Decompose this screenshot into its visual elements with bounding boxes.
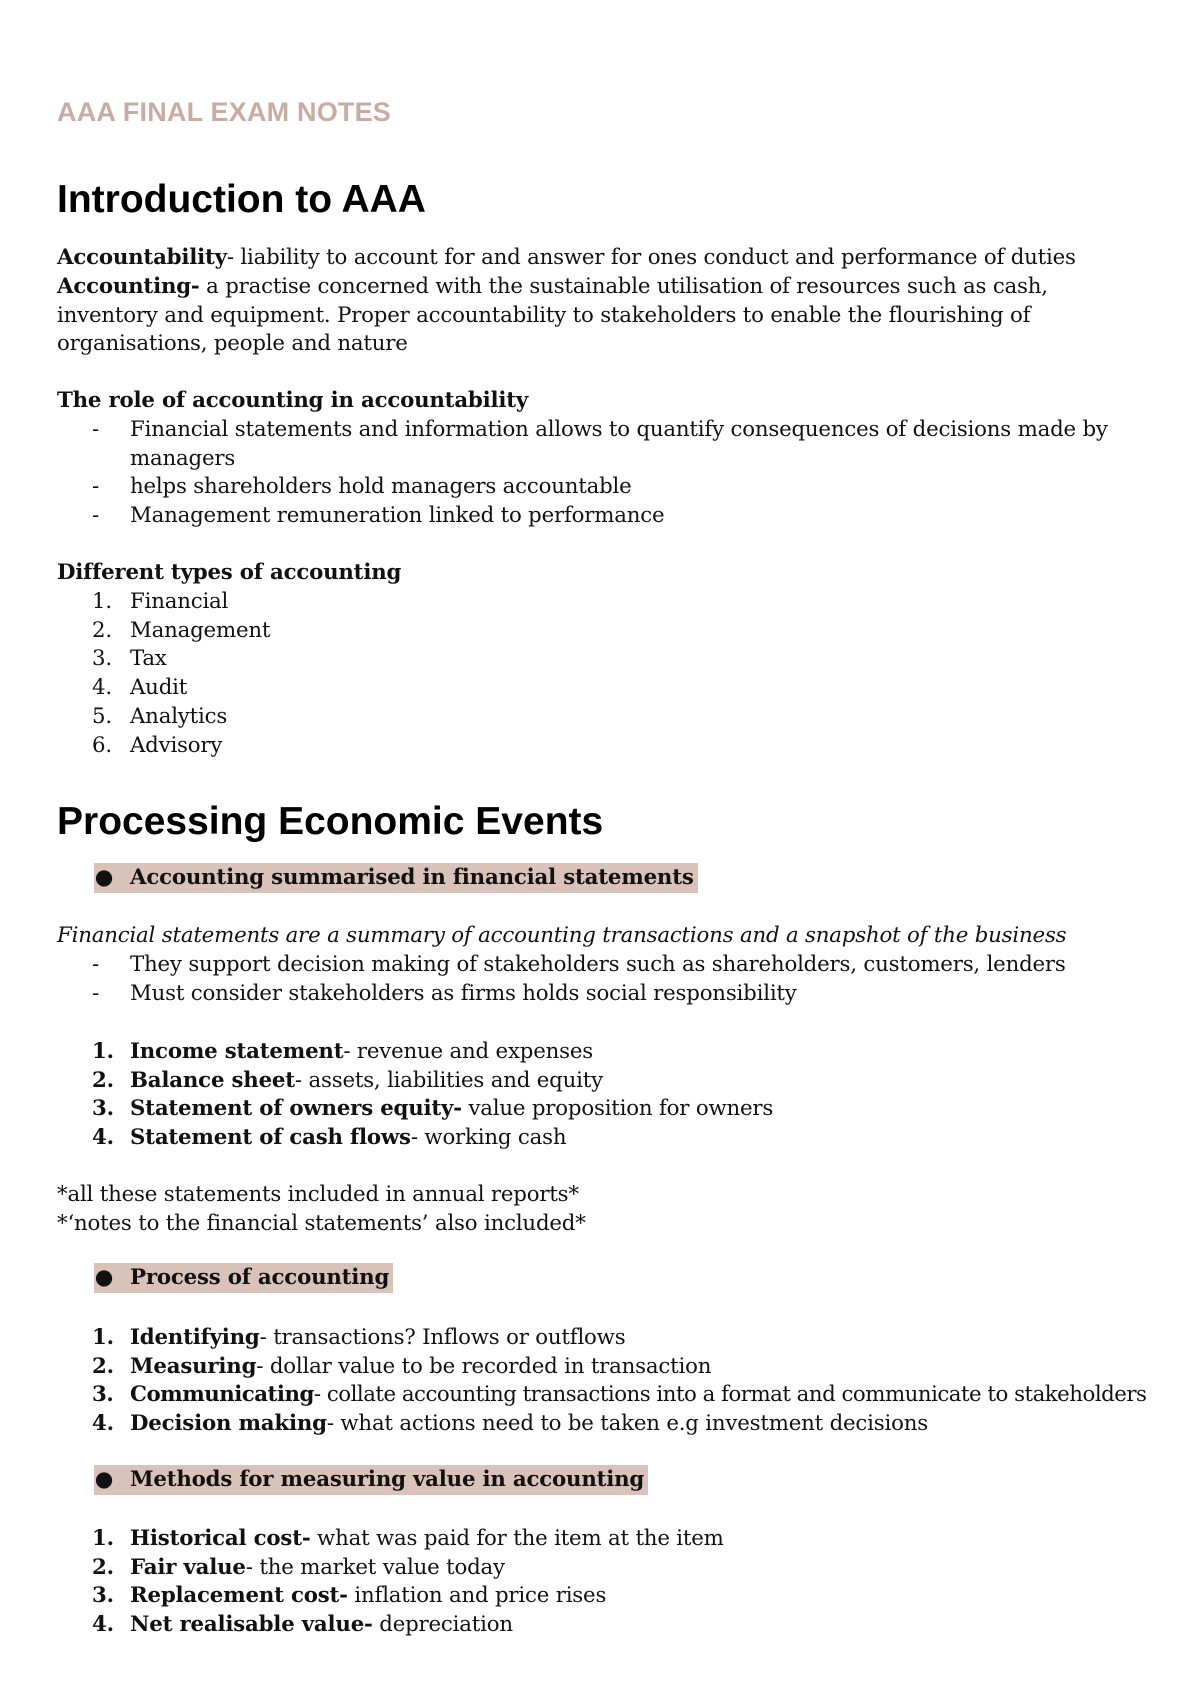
list-number: 4. <box>92 1125 114 1151</box>
list-item-text: - revenue and expenses <box>343 1039 593 1064</box>
highlighted-bullet-text: Methods for measuring value in accounting <box>130 1467 645 1492</box>
role-heading <box>57 387 528 416</box>
list-item-text: - dollar value to be recorded in transaction <box>256 1353 712 1379</box>
highlighted-bullet-process-of-accounting <box>94 1263 393 1293</box>
list-item-text: - collate accounting transactions into a format and communicate to stakeholders <box>313 1382 1147 1408</box>
list-item-term: Communicating <box>130 1382 314 1408</box>
highlighted-bullet-financial-statements <box>94 863 698 893</box>
note-notes-to-statements: *‘notes to the financial statements’ also included* <box>57 1211 586 1236</box>
list-item <box>57 674 1147 703</box>
list-item-text: Analytics <box>130 703 228 729</box>
list-item-text: helps shareholders hold managers accountable <box>130 474 632 500</box>
list-item-term: Balance sheet <box>130 1067 295 1093</box>
types-heading <box>57 559 401 588</box>
list-item-text: what was paid for the item at the item <box>310 1526 724 1551</box>
list-number: 2. <box>92 1353 114 1379</box>
list-item <box>57 1554 1147 1583</box>
list-item-text: inflation and price rises <box>347 1583 607 1609</box>
list-number: 6. <box>92 732 112 758</box>
list-item-text: Financial statements and information allows to quantify consequences of decisions made by managers <box>130 417 1108 471</box>
list-number: 3. <box>92 1096 114 1122</box>
list-number: 5. <box>92 703 112 729</box>
list-item <box>57 1410 1147 1439</box>
list-item <box>57 645 1147 674</box>
list-item-text: They support decision making of stakeholders such as shareholders, customers, lenders <box>130 952 1066 977</box>
list-item-term: Fair value <box>130 1554 246 1580</box>
list-item <box>57 502 1147 531</box>
accountability-definition <box>57 244 1137 273</box>
list-number: 1. <box>92 1039 114 1064</box>
list-item-text: - transactions? Inflows or outflows <box>259 1325 626 1350</box>
support-list <box>57 951 1147 1008</box>
list-item <box>57 1582 1147 1611</box>
list-item-text: Financial <box>130 589 229 614</box>
list-item <box>57 951 1147 980</box>
list-item <box>57 1381 1147 1410</box>
list-item-term: Statement of cash flows <box>130 1125 411 1151</box>
list-item-term: Net realisable value- <box>130 1612 373 1638</box>
list-item-term: Statement of owners equity- <box>130 1096 462 1122</box>
dash-marker: - <box>92 952 99 977</box>
italic-summary-line: Financial statements are a summary of accounting transactions and a snapshot of the business <box>57 923 1067 948</box>
list-number: 2. <box>92 1067 114 1093</box>
heading-introduction: Introduction to AAA <box>57 178 426 221</box>
note-annual-reports: *all these statements included in annual reports* <box>57 1182 579 1207</box>
list-number: 1. <box>92 1325 114 1350</box>
dash-marker: - <box>92 474 99 500</box>
bullet-icon: ● <box>94 1265 114 1290</box>
list-item <box>57 617 1147 646</box>
highlighted-bullet-methods-for-measuring <box>94 1465 648 1495</box>
list-number: 2. <box>92 1554 114 1580</box>
list-number: 4. <box>92 1411 114 1437</box>
highlighted-bullet-text: Accounting summarised in financial statements <box>130 865 694 890</box>
statements-list <box>57 1038 1147 1153</box>
dash-marker: - <box>92 980 99 1006</box>
list-item <box>57 980 1147 1009</box>
list-number: 3. <box>92 1583 114 1609</box>
list-item-text: Tax <box>130 646 167 672</box>
list-item-text: - the market value today <box>245 1554 505 1580</box>
list-number: 1. <box>92 589 112 614</box>
types-list <box>57 588 1147 760</box>
list-item-text: Audit <box>130 675 188 701</box>
list-item <box>57 1067 1147 1096</box>
process-list <box>57 1324 1147 1439</box>
list-item <box>57 1353 1147 1382</box>
list-item-text: depreciation <box>372 1612 513 1638</box>
list-item-text: - what actions need to be taken e.g investment decisions <box>326 1411 928 1437</box>
list-item <box>57 1525 1147 1554</box>
list-item-term: Historical cost- <box>130 1526 311 1551</box>
bullet-icon: ● <box>94 1467 114 1492</box>
list-number: 3. <box>92 646 112 672</box>
list-number: 4. <box>92 1612 114 1638</box>
bullet-icon: ● <box>94 865 114 890</box>
role-heading-text: The role of accounting in accountability <box>57 388 529 413</box>
list-number: 3. <box>92 1382 114 1408</box>
list-item-term: Income statement <box>130 1039 344 1064</box>
list-item <box>57 1038 1147 1067</box>
list-number: 1. <box>92 1526 114 1551</box>
list-item-text: - working cash <box>410 1125 567 1151</box>
list-item-term: Measuring <box>130 1353 257 1379</box>
methods-list <box>57 1525 1147 1640</box>
role-list <box>57 416 1147 531</box>
list-item <box>57 703 1147 732</box>
accountability-term: Accountability <box>57 245 227 270</box>
dash-marker: - <box>92 417 99 442</box>
document-title: AAA FINAL EXAM NOTES <box>57 97 392 127</box>
list-item <box>57 473 1147 502</box>
list-number: 2. <box>92 617 112 643</box>
list-item-term: Replacement cost- <box>130 1583 348 1609</box>
list-item <box>57 1611 1147 1640</box>
list-item <box>57 1124 1147 1153</box>
list-number: 4. <box>92 675 112 701</box>
accounting-text: a practise concerned with the sustainable utilisation of resources such as cash, inventory and equipment. Proper accountability to stakeholders to enable the flourishing of organisations, people and nature <box>57 274 1048 357</box>
list-item <box>57 416 1147 473</box>
list-item <box>57 732 1147 761</box>
heading-processing-economic-events: Processing Economic Events <box>57 800 604 843</box>
list-item <box>57 588 1147 617</box>
accounting-term: Accounting- <box>57 274 200 299</box>
list-item <box>57 1324 1147 1353</box>
list-item-text: Must consider stakeholders as firms holds social responsibility <box>130 980 797 1006</box>
list-item <box>57 1095 1147 1124</box>
list-item-text: - assets, liabilities and equity <box>294 1067 603 1093</box>
list-item-term: Identifying <box>130 1325 260 1350</box>
list-item-text: Advisory <box>130 732 223 758</box>
list-item-term: Decision making <box>130 1411 327 1437</box>
accounting-definition <box>57 273 1137 359</box>
list-item-text: value proposition for owners <box>461 1096 774 1122</box>
list-item-text: Management remuneration linked to performance <box>130 503 665 529</box>
accountability-text: - liability to account for and answer for ones conduct and performance of duties <box>226 245 1076 270</box>
highlighted-bullet-text: Process of accounting <box>130 1265 390 1290</box>
list-item-text: Management <box>130 617 271 643</box>
dash-marker: - <box>92 503 99 529</box>
types-heading-text: Different types of accounting <box>57 560 402 585</box>
